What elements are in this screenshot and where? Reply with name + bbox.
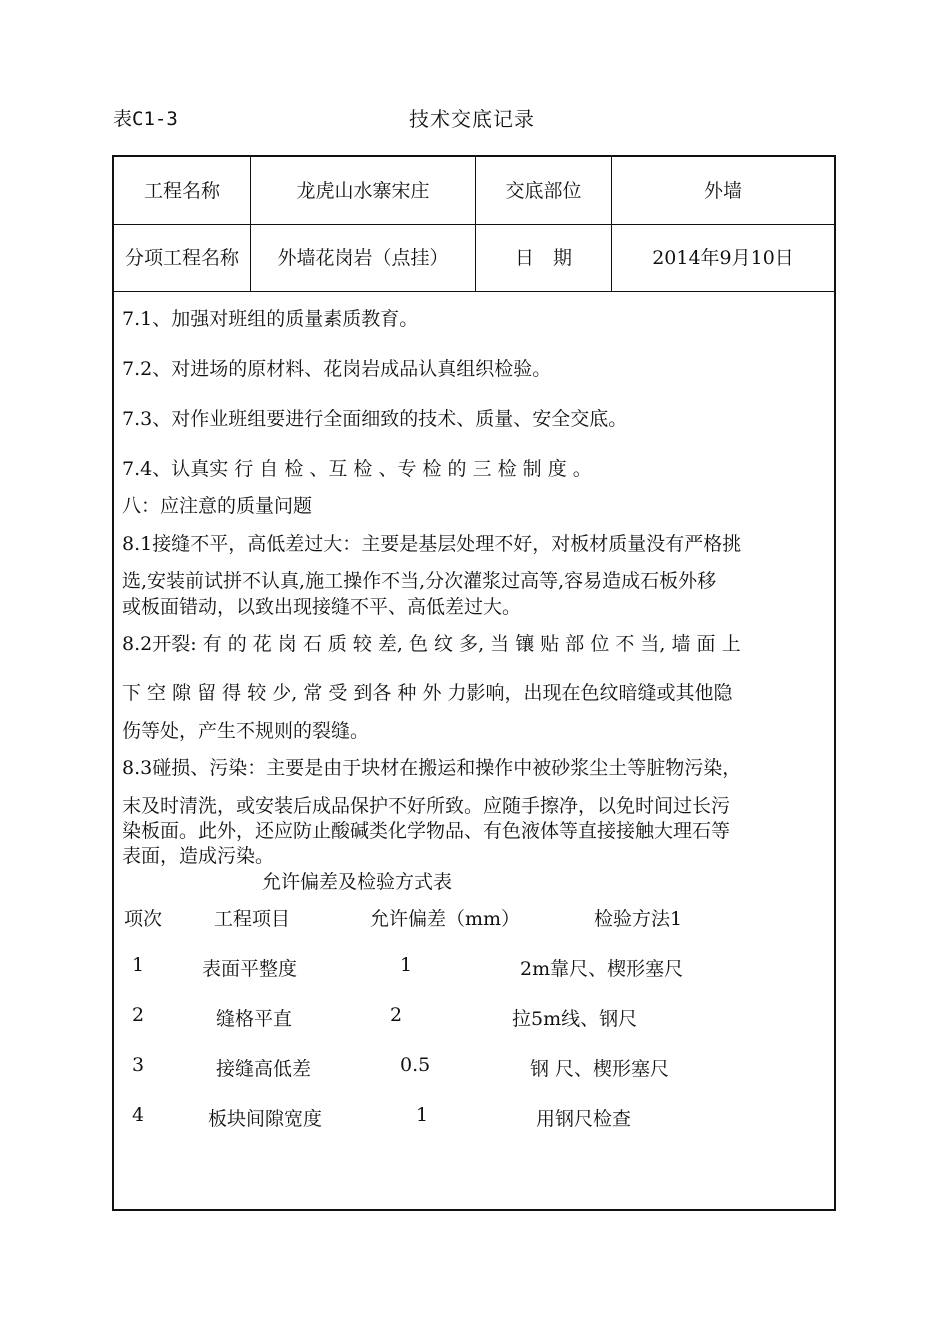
- table-cell: 4: [132, 1104, 145, 1126]
- table-cell: 接缝高低差: [216, 1058, 312, 1080]
- table-cell: 钢 尺、楔形塞尺: [530, 1058, 670, 1080]
- table-cell: 2: [390, 1004, 403, 1026]
- table-cell: 2m靠尺、楔形塞尺: [520, 958, 684, 980]
- table-header-index: 项次: [124, 908, 163, 930]
- record-frame: [112, 155, 836, 1211]
- disclosure-part-value: 外墙: [703, 179, 742, 202]
- sub-project-label: 分项工程名称: [114, 224, 251, 291]
- sub-project-value: 外墙花岗岩（点挂）: [251, 224, 476, 291]
- table-cell: 缝格平直: [216, 1008, 293, 1030]
- tolerance-table-title: 允许偏差及检验方式表: [262, 871, 453, 893]
- table-cell: 1: [132, 954, 145, 976]
- table-header-method: 检验方法1: [594, 908, 683, 930]
- content-line: 下 空 隙 留 得 较 少, 常 受 到各 种 外 力影响，出现在色纹暗缝或其他隐: [122, 682, 733, 704]
- content-line: 7.3、对作业班组要进行全面细致的技术、质量、安全交底。: [122, 408, 628, 430]
- info-row-subitem: [114, 224, 834, 292]
- table-cell: 用钢尺检查: [536, 1108, 632, 1130]
- project-name-label: 工程名称: [114, 157, 251, 224]
- disclosure-part-label: 交底部位: [476, 157, 612, 224]
- project-name-value: 龙虎山水寨宋庄: [251, 157, 476, 224]
- content-line: 表面，造成污染。: [122, 845, 275, 867]
- date-value: 2014年9月10日: [652, 246, 794, 269]
- content-line: 7.4、认真实 行 自 检 、互 检 、专 检 的 三 检 制 度 。: [122, 458, 592, 480]
- table-cell: 2: [132, 1004, 145, 1026]
- section-heading: 八：应注意的质量问题: [122, 495, 313, 517]
- table-cell: 拉5m线、钢尺: [512, 1008, 638, 1030]
- content-line: 末及时清洗，或安装后成品保护不好所致。应随手擦净，以免时间过长污: [122, 795, 731, 817]
- info-row-project: [114, 157, 834, 225]
- content-line: 伤等处，产生不规则的裂缝。: [122, 720, 370, 742]
- date-label: 日 期: [476, 224, 612, 291]
- content-line: 8.2开裂: 有 的 花 岗 石 质 较 差, 色 纹 多, 当 镶 贴 部 位 不 当, 墙 面 上: [122, 633, 741, 655]
- table-header-tolerance: 允许偏差（mm）: [370, 908, 521, 930]
- table-cell: 板块间隙宽度: [208, 1108, 323, 1130]
- table-cell: 1: [400, 954, 413, 976]
- table-header-item: 工程项目: [214, 908, 291, 930]
- page-title: 技术交底记录: [409, 107, 535, 131]
- content-line: 染板面。此外，还应防止酸碱类化学物品、有色液体等直接接触大理石等: [122, 820, 731, 842]
- content-line: 或板面错动，以致出现接缝不平、高低差过大。: [122, 596, 522, 618]
- table-cell: 1: [416, 1104, 429, 1126]
- content-line: 选,安装前试拼不认真,施工操作不当,分次灌浆过高等,容易造成石板外移: [122, 570, 717, 592]
- form-code: 表C1-3: [113, 108, 178, 130]
- table-cell: 表面平整度: [202, 958, 298, 980]
- content-line: 8.3碰损、污染：主要是由于块材在搬运和操作中被砂浆尘土等脏物污染，: [122, 757, 742, 779]
- content-line: 7.2、对进场的原材料、花岗岩成品认真组织检验。: [122, 358, 552, 380]
- table-cell: 0.5: [400, 1054, 431, 1076]
- table-cell: 3: [132, 1054, 145, 1076]
- content-line: 8.1接缝不平，高低差过大：主要是基层处理不好，对板材质量没有严格挑: [122, 533, 742, 555]
- content-line: 7.1、加强对班组的质量素质教育。: [122, 308, 419, 330]
